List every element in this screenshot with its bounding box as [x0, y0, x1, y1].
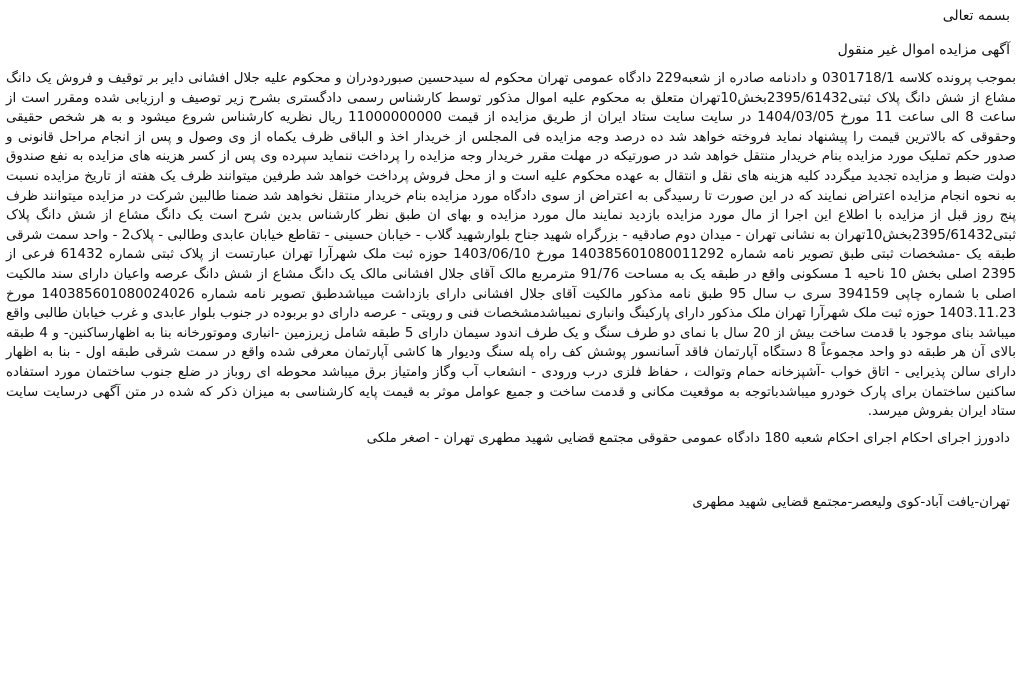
greeting-line: بسمه تعالی — [942, 8, 1010, 24]
notice-title: آگهی مزایده اموال غیر منقول — [837, 42, 1010, 58]
notice-body: بموجب پرونده کلاسه 0301718/1 و دادنامه صادره از شعبه229 دادگاه عمومی تهران محکوم له سیدحسین صبوردودران و محکوم علیه جلال افشانی دایر بر توقیف و فروش یک دانگ مشاع از شش دانگ پلاک ثبتی2395/61432بخش10تهران متعلق به محکوم علیه اموال مذکور توسط کارشناس رسمی دادگستری بشرح زیر توصیف و ارزیابی شده ومقرر است از ساعت 8 الی ساعت 11 مورخ 1404/03/05 در سایت سایت ستاد ایران از طریق مزایده از قیمت 11000000000 ریال نظریه کارشناس شروع میشود و به هر شخص حقیقی وحقوقی که بالاترین قیمت را پیشنهاد نماید فروخته خواهد شد ده درصد وجه مزایده فی المجلس از خریدار اخذ و الباقی ظرف یکماه از وی وصول و پس از انجام مراحل قانونی و صدور حکم تملیک مورد مزایده بنام خریدار منتقل خواهد شد در صورتیکه در مهلت مقرر خریدار وجه مزایده را پرداخت ننماید سپرده وی پس از کسر هزینه های مزایده به نفع صندوق دولت ضبط و مزایده تجدید میگردد کلیه هزینه های نقل و انتقال به عهده محکوم علیه است و از محل فروش پرداخت خواهد شد طرفین میتوانند ظرف یک هفته از تاریخ مزایده نسبت به نحوه انجام مزایده اعتراض نمایند که در این صورت تا رسیدگی به اعتراض از سوی دادگاه مورد مزایده بنام خریدار منتقل نخواهد شد ضمنا طالبین شرکت در مزایده میتوانند ظرف پنج روز قبل از مزایده با اطلاع این اجرا از مال مورد مزایده بازدید نمایند مال مورد مزایده و بهای ان طبق نظر کارشناس بدین شرح است یک دانگ مشاع از شش دانگ پلاک ثبتی2395/61432بخش10تهران به نشانی تهران - میدان دوم صادقیه - بزرگراه شهید جناح بلوارشهید گلاب - خیابان حسینی - تقاطع خیابان عابدی وطالبی - پلاک2 - واحد سمت شرقی طبقه یک -مشخصات ثبتی طبق تصویر نامه شماره 140385601080011292 مورخ 1403/06/10 حوزه ثبت ملک شهرآرا تهران عبارتست از پلاک ثبتی شماره 61432 فرعی از 2395 اصلی بخش 10 ناحیه 1 مسکونی واقع در طبقه یک به مساحت 91/76 مترمربع مالک آقای جلال افشانی مالک یک دانگ مشاع از شش دانگ عرصه واعیان دارای سند مالکیت اصلی با شماره چاپی 394159 سری ب سال 95 طبق نامه مذکور مالکیت آقای جلال افشانی دارای بازداشت میباشدطبق تصویر نامه شماره 140385601080024026 مورخ 1403.11.23 حوزه ثبت ملک شهرآرا تهران ملک مذکور دارای پارکینگ وانباری نمیباشدمشخصات فنی و رویتی - عرصه دارای دو بربوده در جنوب بلوار عابدی و غرب خیابان طالبی واقع میباشد بنای موجود با قدمت ساخت بیش از 20 سال با نمای دو طرف سنگ و یک طرف اندود سیمان دارای 5 طبقه شامل زیرزمین -انباری وموتورخانه بنا به اظهارساکنین- و 4 طبقه بالای آن هر طبقه دو واحد مجموعاً 8 دستگاه آپارتمان فاقد آسانسور پوشش کف راه پله سنگ ودیوار ها کاشی آپارتمان معرفی شده واقع در سمت شرقی طبقه اول - بنا به اظهار دارای سالن پذیرایی - اتاق خواب -آشپزخانه حمام وتوالت ، حفاظ فلزی درب ورودی - انشعاب آب وگاز وامتیاز برق میباشد محوطه ای روباز در ضلع جنوب ساختمان مورد استفاده ساکنین ساختمان برای پارک خودرو میباشدباتوجه به موقعیت مکانی و قدمت ساخت و جمیع عوامل موثر به قیمت پایه کارشناسی به میزان ذکر که شده در متن آگهی درسایت سایت ستاد ایران بفروش میرسد. — [6, 71, 1017, 420]
notice-document — [6, 6, 1016, 513]
signature-line: دادورز اجرای احکام اجرای احکام شعبه 180 دادگاه عمومی حقوقی مجتمع قضایی شهید مطهری تهران - اصغر ملکی — [366, 430, 1010, 446]
address-line: تهران-یافت آباد-کوی ولیعصر-مجتمع قضایی شهید مطهری — [692, 494, 1010, 510]
